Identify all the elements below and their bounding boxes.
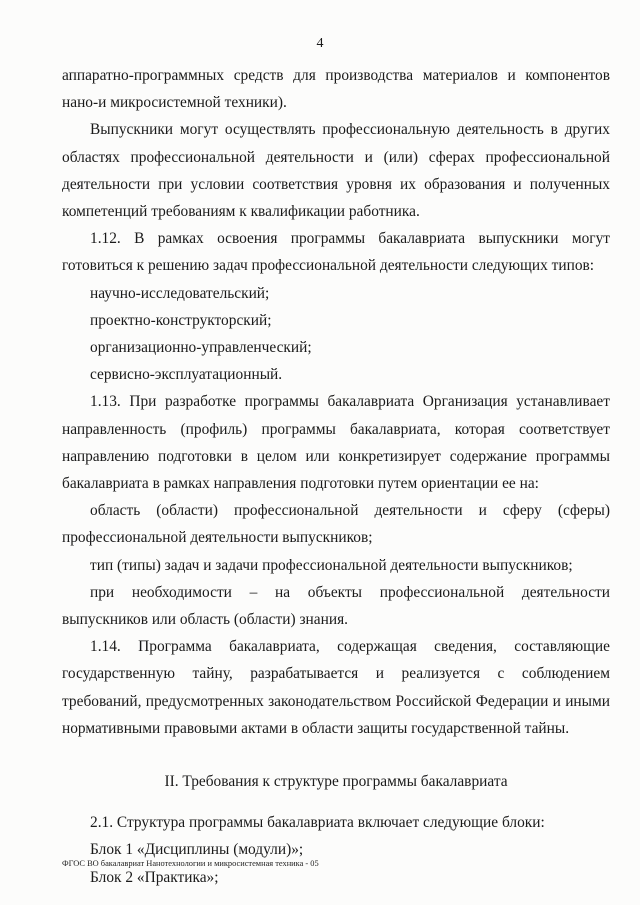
paragraph-1-14: 1.14. Программа бакалавриата, содержащая сведения, составляющие государственную тайну, разрабатывается и реализуется с соблюдением требований, предусмотренных законодательством Российской Федерации и иными нормативными правовыми актами в области защиты государственной тайны. xyxy=(62,638,610,737)
paragraph-1-12: 1.12. В рамках освоения программы бакалавриата выпускники могут готовиться к решению задач профессиональной деятельности следующих типов: xyxy=(62,230,610,275)
paragraph-continuation: аппаратно-программных средств для производства материалов и компонентов нано-и микросистемной техники). xyxy=(62,67,610,112)
paragraph-objects: при необходимости – на объекты профессиональной деятельности выпускников или область (области) знания. xyxy=(62,583,610,629)
page-footer: ФГОС ВО бакалавриат Нанотехнологии и микросистемная техника - 05 xyxy=(62,859,319,868)
paragraph-task-types: тип (типы) задач и задачи профессиональной деятельности выпускников; xyxy=(90,556,573,574)
list-item-service: сервисно-эксплуатационный. xyxy=(90,366,283,384)
list-item-block-2: Блок 2 «Практика»; xyxy=(90,868,219,886)
list-item-management: организационно-управленческий; xyxy=(90,339,312,357)
list-item-block-1: Блок 1 «Дисциплины (модули)»; xyxy=(90,841,304,859)
paragraph-area-of-activity: область (области) профессиональной деятельности и сферу (сферы) профессиональной деятельности выпускников; xyxy=(62,502,610,547)
paragraph-graduates-other-fields: Выпускники могут осуществлять профессиональную деятельность в других областях профессиональной деятельности и (или) сферах профессиональной деятельности при условии соответствия уровня их образования и полученных компетенций требованиям к квалификации работника. xyxy=(62,121,610,221)
list-item-design: проектно-конструкторский; xyxy=(90,311,272,329)
document-body xyxy=(62,62,610,891)
section-heading: II. Требования к структуре программы бакалавриата xyxy=(164,773,508,791)
list-item-research: научно-исследовательский; xyxy=(90,284,270,302)
paragraph-2-1: 2.1. Структура программы бакалавриата включает следующие блоки: xyxy=(90,814,545,832)
paragraph-1-13: 1.13. При разработке программы бакалавриата Организация устанавливает направленность (профиль) программы бакалавриата, которая соответствует направлению подготовки в целом или конкретизирует содержание программы бакалавриата в рамках направления подготовки путем ориентации ее на: xyxy=(62,393,610,493)
page-number: 4 xyxy=(316,36,324,51)
